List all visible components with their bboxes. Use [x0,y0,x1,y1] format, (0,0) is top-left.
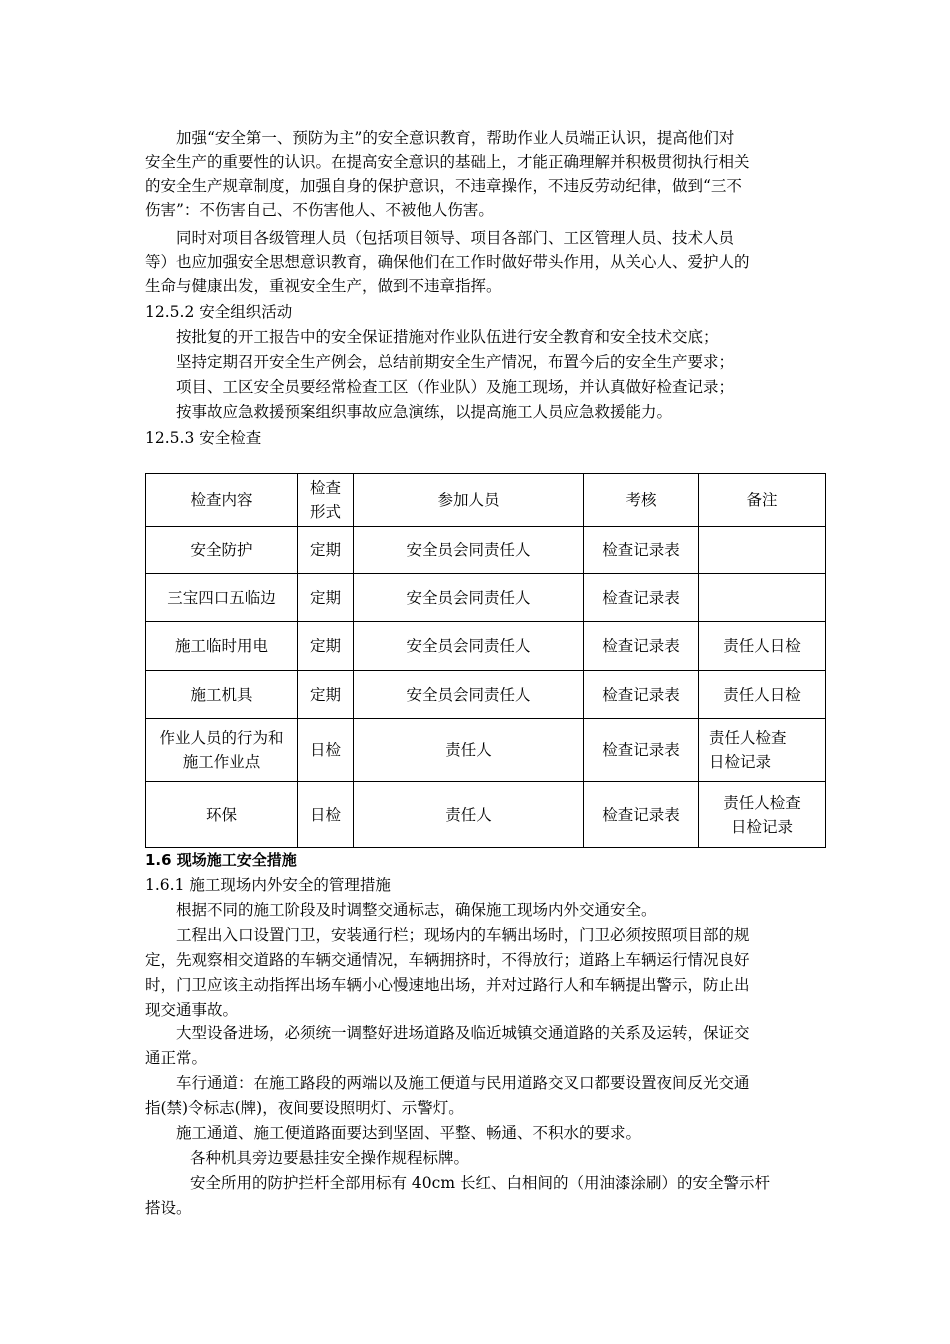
table-row [146,671,826,719]
table-cell: 三宝四口五临边 [146,574,298,622]
table-cell [699,574,826,622]
table-cell: 责任人检查 日检记录 [699,719,826,782]
table-header-row [146,474,826,527]
table-cell: 责任人检查 日检记录 [699,782,826,848]
table-cell: 检查记录表 [584,782,699,848]
list-item: 按批复的开工报告中的安全保证措施对作业队伍进行安全教育和安全技术交底； [176,328,719,346]
table-cell: 责任人 [354,719,584,782]
table-cell: 检查记录表 [584,671,699,719]
paragraph-line: 现交通事故。 [145,1001,239,1019]
paragraph-line: 安全生产的重要性的认识。在提高安全意识的基础上，才能正确理解并积极贯彻执行相关 [145,153,750,171]
table-header-cell: 参加人员 [354,474,584,527]
table-cell: 施工临时用电 [146,622,298,671]
paragraph-line: 车行通道：在施工路段的两端以及施工便道与民用道路交叉口都要设置夜间反光交通 [176,1074,750,1092]
paragraph-line: 各种机具旁边要悬挂安全操作规程标牌。 [190,1149,470,1167]
table-cell: 定期 [298,527,354,574]
paragraph-line: 施工通道、施工便道路面要达到坚固、平整、畅通、不积水的要求。 [176,1124,642,1142]
table-row [146,622,826,671]
section-heading: 12.5.3 安全检查 [145,429,262,447]
table-cell: 检查记录表 [584,574,699,622]
table-cell: 定期 [298,671,354,719]
table-cell: 日检 [298,782,354,848]
table-header-cell: 检查内容 [146,474,298,527]
table-header-cell: 备注 [699,474,826,527]
table-cell: 责任人日检 [699,671,826,719]
list-item: 坚持定期召开安全生产例会，总结前期安全生产情况，布置今后的安全生产要求； [176,353,735,371]
section-heading: 1.6.1 施工现场内外安全的管理措施 [145,876,391,894]
paragraph-line: 同时对项目各级管理人员（包括项目领导、项目各部门、工区管理人员、技术人员 [176,229,735,247]
table-cell: 责任人日检 [699,622,826,671]
table-cell: 安全员会同责任人 [354,671,584,719]
paragraph-line: 时，门卫应该主动指挥出场车辆小心慢速地出场，并对过路行人和车辆提出警示，防止出 [145,976,750,994]
paragraph-line: 根据不同的施工阶段及时调整交通标志，确保施工现场内外交通安全。 [176,901,657,919]
chapter-heading: 1.6 现场施工安全措施 [145,851,297,869]
paragraph-line: 等）也应加强安全思想意识教育，确保他们在工作时做好带头作用，从关心人、爱护人的 [145,253,750,271]
table-cell: 环保 [146,782,298,848]
table-row [146,719,826,782]
paragraph-line: 搭设。 [145,1199,192,1217]
table-cell: 日检 [298,719,354,782]
table-cell: 施工机具 [146,671,298,719]
table-cell: 检查记录表 [584,719,699,782]
paragraph-line: 定，先观察相交道路的车辆交通情况，车辆拥挤时，不得放行；道路上车辆运行情况良好 [145,951,750,969]
paragraph-line: 的安全生产规章制度，加强自身的保护意识，不违章操作，不违反劳动纪律，做到“三不 [145,177,742,195]
list-item: 项目、工区安全员要经常检查工区（作业队）及施工现场，并认真做好检查记录； [176,378,735,396]
paragraph-line: 加强“安全第一、预防为主”的安全意识教育，帮助作业人员端正认识，提高他们对 [176,129,735,147]
section-heading: 12.5.2 安全组织活动 [145,303,293,321]
table-cell [699,527,826,574]
table-cell: 检查记录表 [584,622,699,671]
paragraph-line: 大型设备进场，必须统一调整好进场道路及临近城镇交通道路的关系及运转，保证交 [176,1024,750,1042]
table-cell: 安全防护 [146,527,298,574]
table-cell: 定期 [298,622,354,671]
table-cell: 安全员会同责任人 [354,622,584,671]
paragraph-line: 生命与健康出发，重视安全生产，做到不违章指挥。 [145,277,502,295]
table-cell: 作业人员的行为和 施工作业点 [146,719,298,782]
table-cell: 安全员会同责任人 [354,527,584,574]
table-row [146,574,826,622]
table-cell: 责任人 [354,782,584,848]
table-row [146,527,826,574]
paragraph-line: 安全所用的防护拦杆全部用标有 40cm 长红、白相间的（用油漆涂刷）的安全警示杆 [190,1174,770,1192]
table-header-cell: 考核 [584,474,699,527]
safety-check-table [145,473,826,848]
paragraph-line: 指(禁)令标志(牌)，夜间要设照明灯、示警灯。 [145,1099,464,1117]
table-cell: 安全员会同责任人 [354,574,584,622]
list-item: 按事故应急救援预案组织事故应急演练，以提高施工人员应急救援能力。 [176,403,673,421]
table-row [146,782,826,848]
table-cell: 定期 [298,574,354,622]
paragraph-line: 伤害”：不伤害自己、不伤害他人、不被他人伤害。 [145,201,494,219]
paragraph-line: 工程出入口设置门卫，安装通行栏；现场内的车辆出场时，门卫必须按照项目部的规 [176,926,750,944]
paragraph-line: 通正常。 [145,1049,208,1067]
table-cell: 检查记录表 [584,527,699,574]
table-header-cell: 检查 形式 [298,474,354,527]
